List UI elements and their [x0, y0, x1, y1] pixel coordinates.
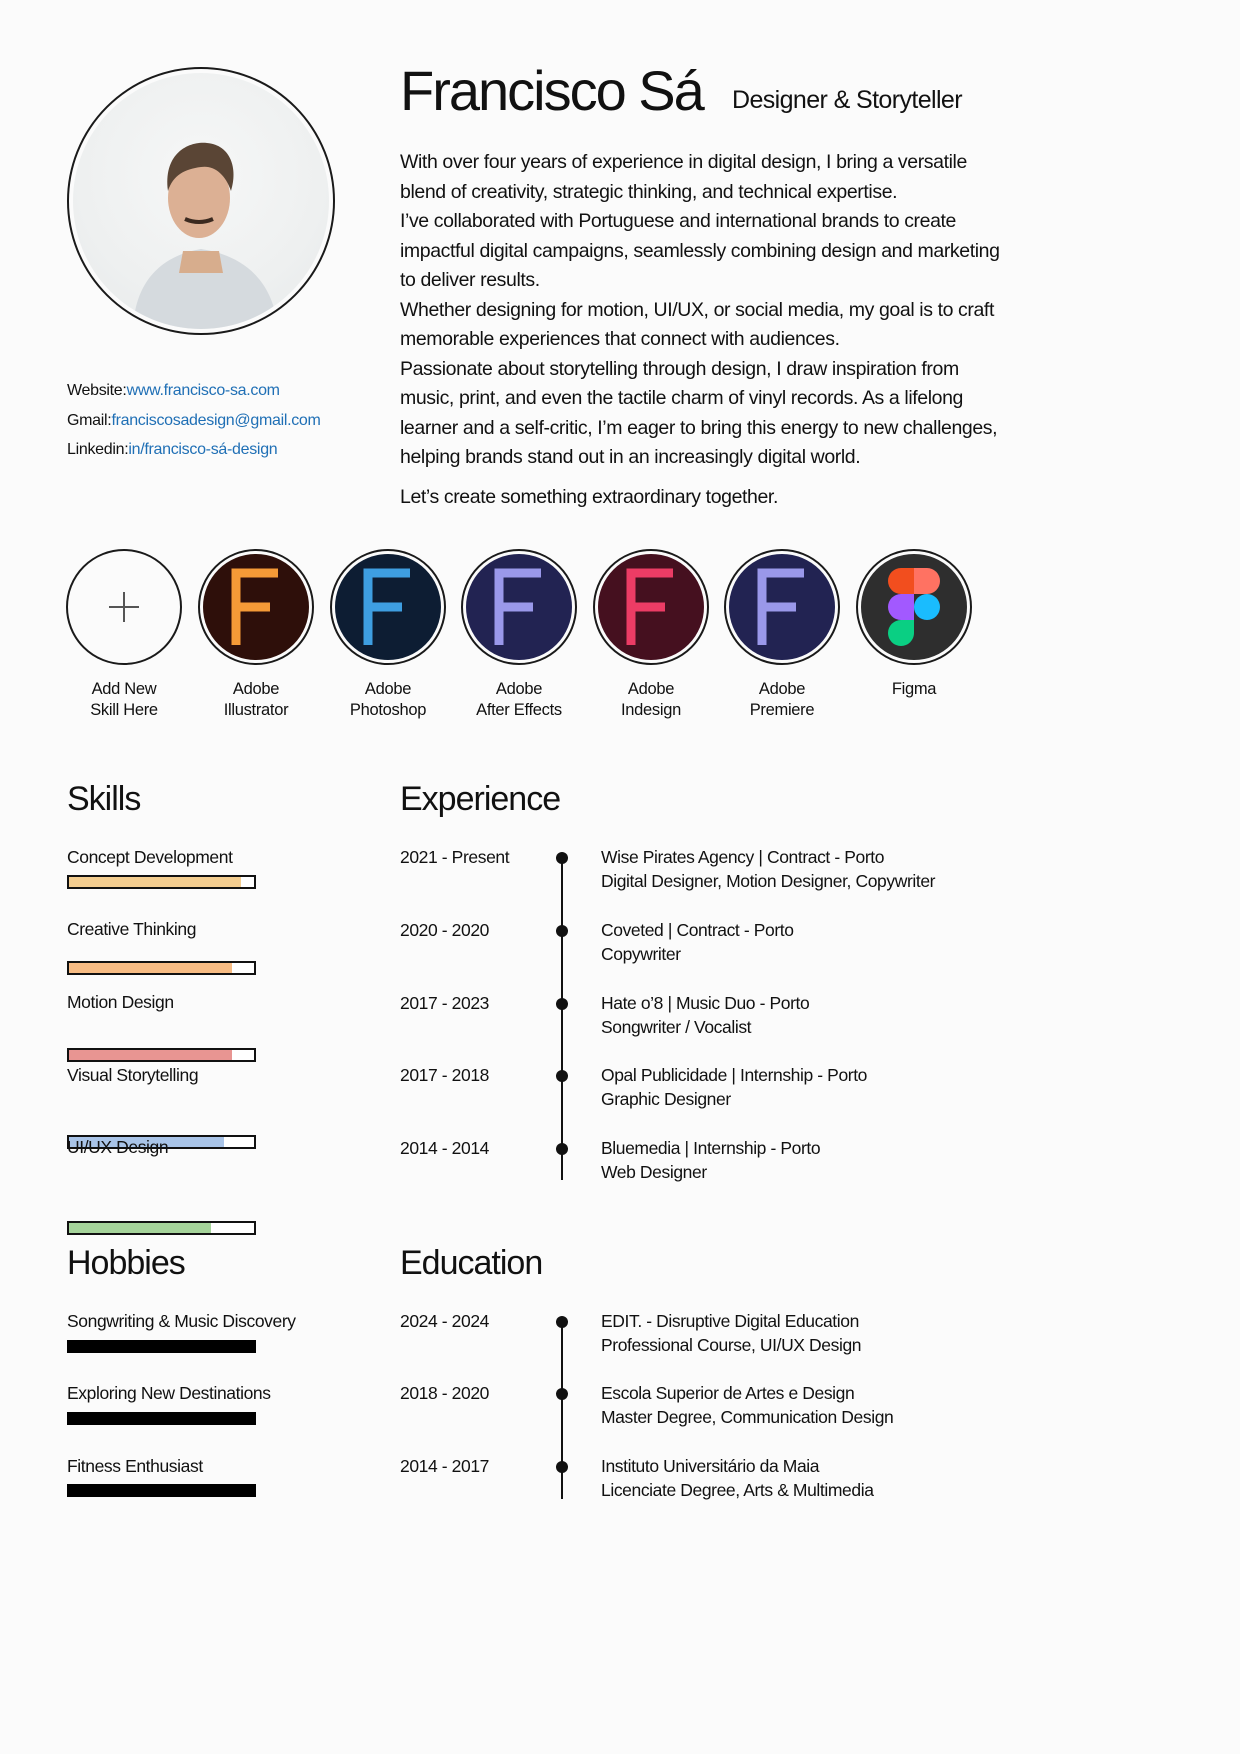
tool-label-line: Figma — [891, 680, 937, 698]
illustrator-icon — [203, 554, 309, 660]
education-years: 2018 - 2020 — [400, 1383, 490, 1403]
education-subtitle: Licenciate Degree, Arts & Multimedia — [601, 1480, 874, 1500]
linkedin-link[interactable]: in/francisco-sá-design — [128, 441, 278, 458]
contact-linkedin — [67, 435, 321, 465]
contact-label: Website: — [67, 382, 127, 399]
contact-label: Linkedin: — [67, 441, 129, 458]
profile-photo — [67, 67, 335, 335]
skill-label: Motion Design — [67, 992, 174, 1012]
bio-paragraph: I’ve collaborated with Portuguese and international brands to create impactful digital campaigns, seamlessly combining design and marketing to deliver results. — [400, 210, 1000, 291]
timeline-dot — [556, 1143, 568, 1155]
bio — [400, 148, 1000, 512]
figma-logo-glyph — [888, 568, 940, 646]
education-entry — [601, 1454, 874, 1502]
hobby-bar — [67, 1484, 256, 1497]
tool-after-effects — [461, 549, 577, 721]
tool-ring — [856, 549, 972, 665]
skill-label: UI/UX Design — [67, 1137, 169, 1157]
experience-years: 2017 - 2018 — [400, 1065, 490, 1085]
tool-label — [621, 679, 681, 721]
timeline-dot — [556, 1461, 568, 1473]
skill-bar-fill — [69, 877, 241, 887]
timeline-dot — [556, 925, 568, 937]
avatar — [73, 73, 329, 329]
experience-heading: Experience — [400, 780, 561, 818]
experience-years: 2021 - Present — [400, 847, 510, 867]
contact-list — [67, 376, 321, 465]
tool-ring — [461, 549, 577, 665]
tool-ring — [724, 549, 840, 665]
tool-indesign — [593, 549, 709, 721]
tool-illustrator — [198, 549, 314, 721]
bio-paragraph: Passionate about storytelling through design, I draw inspiration from music, print, and even the tactile charm of vinyl records. As a lifelong learner and a self-critic, I’m eager to bring this energy to new challenges, helping brands stand out in an increasingly digital world. — [400, 357, 998, 468]
hobby-label: Songwriting & Music Discovery — [67, 1311, 296, 1331]
tool-photoshop — [330, 549, 446, 721]
skill-bar — [67, 961, 256, 975]
tool-label-line: Adobe — [495, 680, 543, 698]
education-heading: Education — [400, 1244, 543, 1282]
education-subtitle: Professional Course, UI/UX Design — [601, 1335, 862, 1355]
tool-label-line: Skill Here — [90, 701, 158, 719]
experience-entry — [601, 1136, 820, 1184]
experience-subtitle: Graphic Designer — [601, 1089, 731, 1109]
skill-label: Visual Storytelling — [67, 1065, 199, 1085]
experience-timeline-line — [561, 858, 563, 1180]
plus-icon — [106, 589, 142, 625]
contact-gmail — [67, 406, 321, 436]
experience-subtitle: Copywriter — [601, 944, 681, 964]
website-link[interactable]: www.francisco-sa.com — [126, 382, 280, 399]
experience-entry — [601, 845, 935, 893]
tool-ring — [198, 549, 314, 665]
letter-f-glyph — [752, 567, 812, 647]
figma-icon — [861, 554, 967, 660]
hobbies-heading: Hobbies — [67, 1244, 185, 1282]
tool-figma — [856, 549, 972, 700]
tool-label-line: Illustrator — [223, 701, 289, 719]
skill-bar — [67, 1221, 256, 1235]
skill-label: Concept Development — [67, 847, 233, 867]
tool-ring — [330, 549, 446, 665]
education-title: Instituto Universitário da Maia — [601, 1456, 820, 1476]
experience-years: 2020 - 2020 — [400, 920, 490, 940]
education-entry — [601, 1381, 893, 1429]
add-skill-ring[interactable] — [66, 549, 182, 665]
tool-label — [90, 679, 158, 721]
tool-label-line: Add New — [91, 680, 157, 698]
tool-label — [350, 679, 426, 721]
experience-title: Bluemedia | Internship - Porto — [601, 1138, 821, 1158]
tool-label-line: Adobe — [758, 680, 806, 698]
experience-title: Hate o’8 | Music Duo - Porto — [601, 993, 810, 1013]
experience-subtitle: Songwriter / Vocalist — [601, 1017, 752, 1037]
tool-label-line: Photoshop — [349, 701, 427, 719]
experience-entry — [601, 991, 809, 1039]
tool-label-line: Adobe — [627, 680, 675, 698]
tool-label — [224, 679, 289, 721]
education-years: 2014 - 2017 — [400, 1456, 490, 1476]
person-portrait-icon — [73, 73, 329, 329]
bio-paragraph: Whether designing for motion, UI/UX, or social media, my goal is to craft memorable experiences that connect with audiences. — [400, 298, 994, 350]
skill-bar-fill — [69, 1050, 232, 1060]
tool-premiere — [724, 549, 840, 721]
hobby-bar — [67, 1412, 256, 1425]
education-entry — [601, 1309, 861, 1357]
timeline-dot — [556, 852, 568, 864]
page-title: Francisco Sá — [400, 59, 703, 122]
after-effects-icon — [466, 554, 572, 660]
letter-f-glyph — [489, 567, 549, 647]
tool-label-line: Premiere — [749, 701, 815, 719]
tool-label — [892, 679, 936, 700]
bio-cta: Let’s create something extraordinary together. — [400, 485, 778, 508]
tool-label-line: After Effects — [476, 701, 562, 719]
timeline-dot — [556, 998, 568, 1010]
contact-website — [67, 376, 321, 406]
tool-label-line: Adobe — [364, 680, 412, 698]
tool-label-line: Adobe — [232, 680, 280, 698]
experience-years: 2017 - 2023 — [400, 993, 490, 1013]
tool-label — [476, 679, 562, 721]
tool-label — [750, 679, 815, 721]
letter-f-glyph — [358, 567, 418, 647]
premiere-icon — [729, 554, 835, 660]
experience-title: Coveted | Contract - Porto — [601, 920, 794, 940]
photoshop-icon — [335, 554, 441, 660]
skill-bar-fill — [69, 963, 232, 973]
hobby-bar — [67, 1340, 256, 1353]
email-link[interactable]: franciscosadesign@gmail.com — [111, 411, 321, 429]
timeline-dot — [556, 1070, 568, 1082]
experience-title: Wise Pirates Agency | Contract - Porto — [601, 847, 885, 867]
skill-label: Creative Thinking — [67, 919, 197, 939]
experience-entry — [601, 918, 794, 966]
timeline-dot — [556, 1316, 568, 1328]
timeline-dot — [556, 1388, 568, 1400]
tool-label-line: Indesign — [621, 701, 681, 719]
indesign-icon — [598, 554, 704, 660]
experience-subtitle: Digital Designer, Motion Designer, Copywriter — [601, 871, 936, 891]
add-skill-button[interactable] — [66, 549, 182, 721]
education-years: 2024 - 2024 — [400, 1311, 490, 1331]
job-title: Designer & Storyteller — [732, 86, 962, 114]
tool-ring — [593, 549, 709, 665]
skills-heading: Skills — [67, 780, 141, 818]
experience-title: Opal Publicidade | Internship - Porto — [601, 1065, 868, 1085]
skill-bar — [67, 875, 256, 889]
skill-bar — [67, 1048, 256, 1062]
hobby-label: Fitness Enthusiast — [67, 1456, 203, 1476]
education-title: EDIT. - Disruptive Digital Education — [601, 1311, 859, 1331]
contact-label: Gmail: — [67, 411, 112, 429]
experience-subtitle: Web Designer — [601, 1162, 707, 1182]
hobby-label: Exploring New Destinations — [67, 1383, 271, 1403]
experience-years: 2014 - 2014 — [400, 1138, 490, 1158]
letter-f-glyph — [226, 567, 286, 647]
bio-paragraph: With over four years of experience in digital design, I bring a versatile blend of creativity, strategic thinking, and technical expertise. — [400, 151, 967, 203]
letter-f-glyph — [621, 567, 681, 647]
experience-entry — [601, 1063, 867, 1111]
education-subtitle: Master Degree, Communication Design — [601, 1407, 894, 1427]
skill-bar-fill — [69, 1223, 211, 1233]
education-title: Escola Superior de Artes e Design — [601, 1383, 855, 1403]
